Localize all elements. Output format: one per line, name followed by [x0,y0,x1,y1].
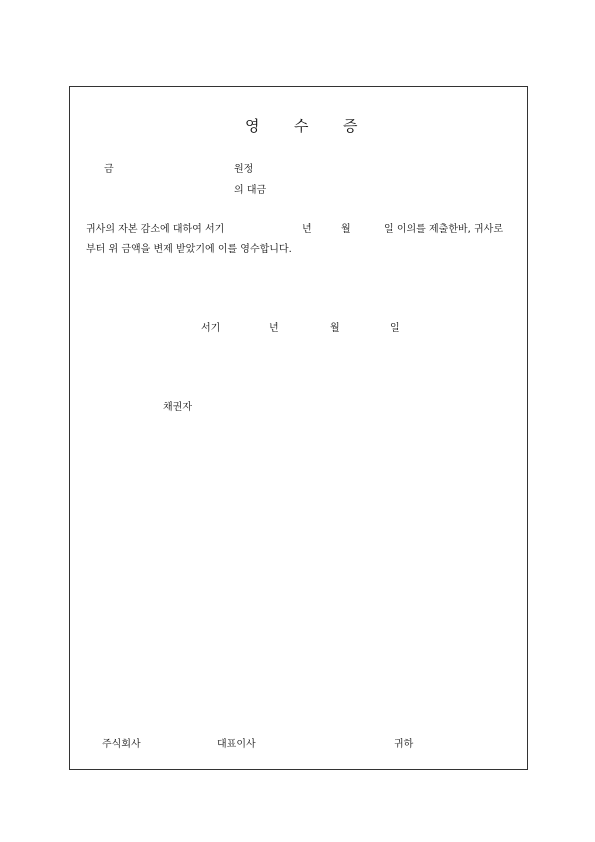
body-line1-day-suffix: 일 이의를 제출한바, 귀사로 [384,224,503,235]
amount-suffix: 의 대금 [234,185,267,196]
document-border [69,86,528,770]
amount-unit: 원정 [234,164,254,175]
amount-label: 금 [104,164,114,175]
body-line2: 부터 위 금액을 변제 받았기에 이를 영수합니다. [86,244,292,255]
title-char-2: 수 [294,117,309,135]
addressee-company: 주식회사 [102,739,141,750]
creditor-label: 채권자 [163,402,192,413]
body-line1-prefix: 귀사의 자본 감소에 대하여 서기 [86,224,225,235]
date-day: 일 [390,323,400,334]
title-char-1: 영 [245,117,260,135]
date-year: 년 [269,323,279,334]
title-char-3: 증 [343,117,358,135]
addressee-honorific: 귀하 [394,739,414,750]
date-month: 월 [330,323,340,334]
body-line1-year: 년 [302,224,312,235]
date-era: 서기 [201,323,221,334]
addressee-ceo: 대표이사 [217,739,256,750]
body-line1-month: 월 [341,224,351,235]
